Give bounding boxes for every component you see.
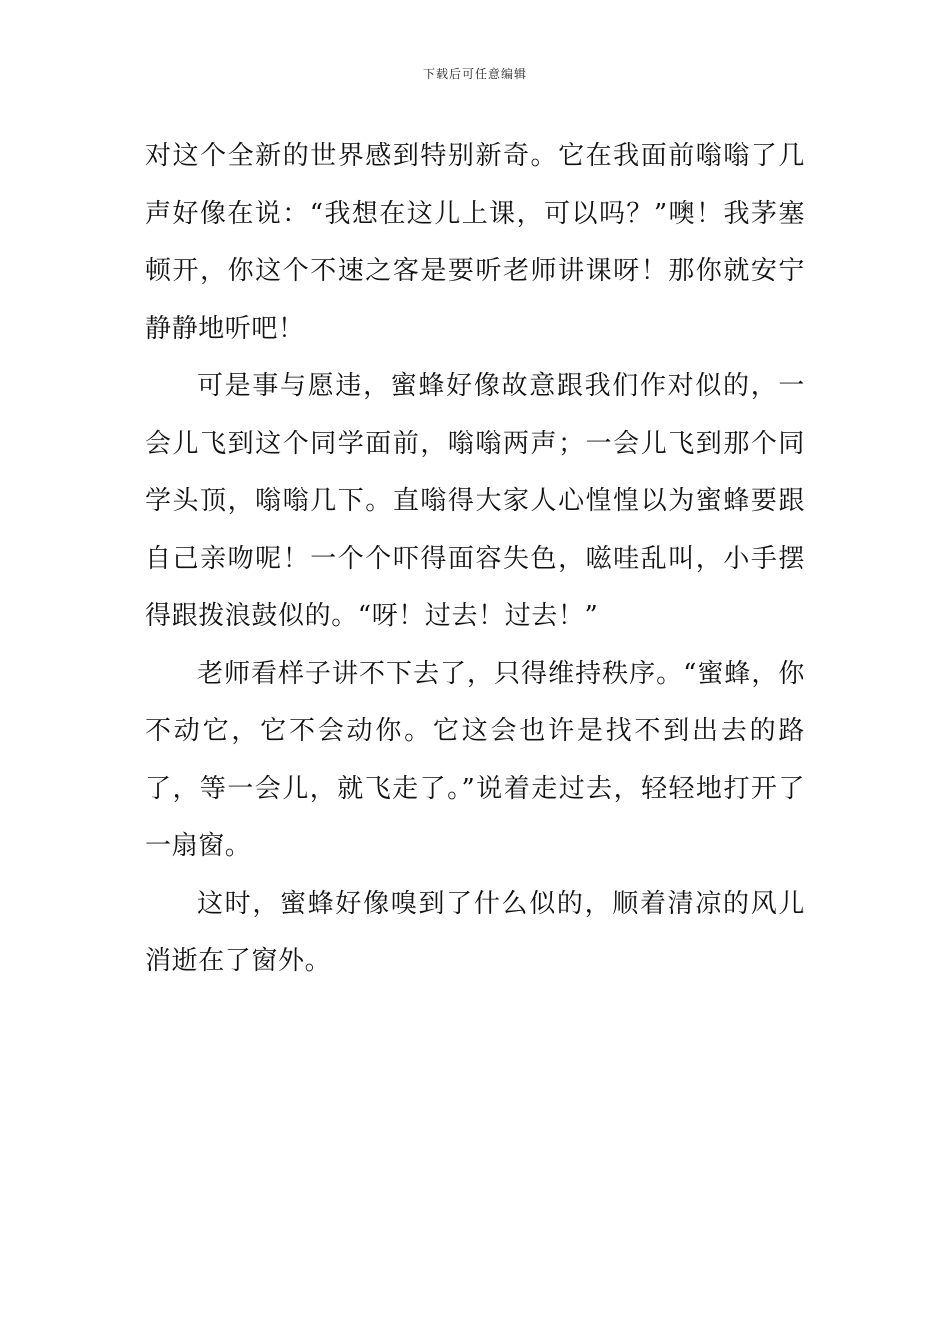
- paragraph: 这时，蜜蜂好像嗅到了什么似的，顺着清凉的风儿消逝在了窗外。: [145, 888, 805, 976]
- page-header: 下载后可任意编辑: [422, 67, 527, 81]
- document-body: [145, 128, 805, 991]
- paragraph: 老师看样子讲不下去了，只得维持秩序。“蜜蜂，你不动它，它不会动你。它这会也许是找不到出去的路了，等一会儿，就飞走了。”说着走过去，轻轻地打开了一扇窗。: [145, 658, 805, 861]
- paragraph: 可是事与愿违，蜜蜂好像故意跟我们作对似的，一会儿飞到这个同学面前，嗡嗡两声；一会儿飞到那个同学头顶，嗡嗡几下。直嗡得大家人心惶惶以为蜜蜂要跟自己亲吻呢！一个个吓得面容失色，嗞哇乱叫，小手摆得跟拨浪鼓似的。“呀！过去！过去！”: [145, 371, 805, 631]
- paragraph: 对这个全新的世界感到特别新奇。它在我面前嗡嗡了几声好像在说：“我想在这儿上课，可以吗？”噢！我茅塞顿开，你这个不速之客是要听老师讲课呀！那你就安宁静静地听吧！: [145, 141, 805, 344]
